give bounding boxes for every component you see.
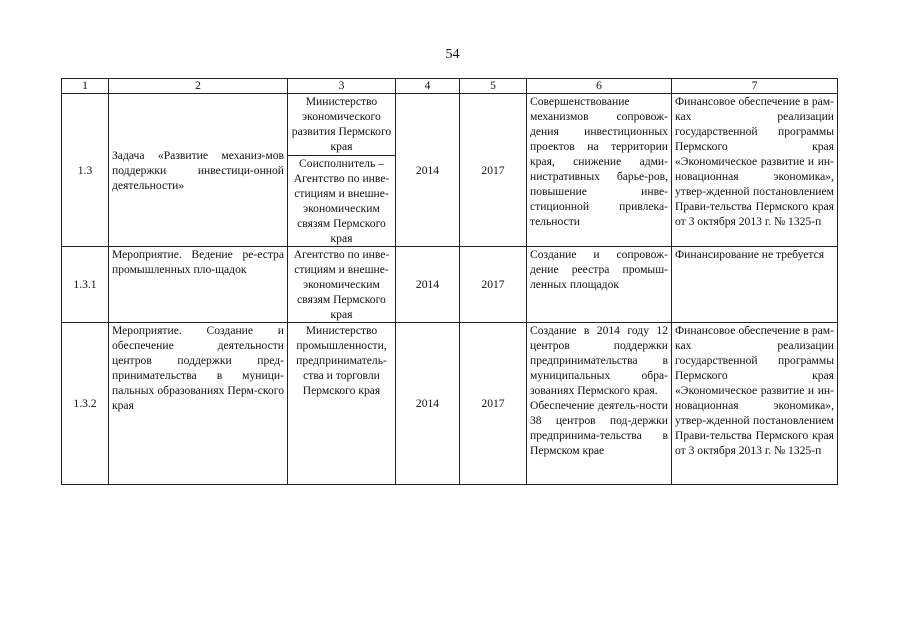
row-start-year: 2014	[396, 323, 460, 485]
row-start-year: 2014	[396, 94, 460, 247]
row-executors	[288, 94, 396, 247]
row-end-year: 2017	[460, 94, 527, 247]
column-header-4: 4	[396, 79, 460, 94]
table-row	[62, 323, 838, 485]
column-header-2: 2	[109, 79, 288, 94]
row-number: 1.3	[62, 94, 109, 247]
page-number: 54	[445, 47, 460, 62]
result-part-1: Создание в 2014 году 12 центров поддержки предпринимательства в муниципальных обра-зованиях Пермского края.	[530, 324, 668, 397]
table-row	[62, 94, 838, 247]
executor-main: Министерство экономического развития Пермского края	[291, 95, 392, 153]
column-header-7: 7	[672, 79, 838, 94]
row-end-year: 2017	[460, 323, 527, 485]
row-name: Мероприятие. Создание и обеспечение деятельности центров поддержки пред-принимательства в муници-пальных образованиях Перм-ского края	[109, 323, 288, 485]
result-part-2: Обеспечение деятель-ности 38 центров под-держки предпринима-тельства в Пермском крае	[530, 399, 668, 457]
header-row	[62, 79, 838, 94]
row-financing: Финансирование не требуется	[672, 247, 838, 323]
row-result: Создание и сопровож-дение реестра промыш-ленных площадок	[527, 247, 672, 323]
row-result: Совершенствование механизмов сопровож-дения инвестиционных проектов на территории края, снижение адми-нистративных барье-ров, повышение инве-стиционной привлека-тельности	[527, 94, 672, 247]
executor-co: Соисполнитель – Агентство по инве-стициям и внешне-экономическим связям Пермского края	[288, 155, 395, 246]
table-row	[62, 247, 838, 323]
row-result	[527, 323, 672, 485]
row-executor: Министерство промышленности, предприниматель-ства и торговли Пермского края	[288, 323, 396, 485]
row-name: Мероприятие. Ведение ре-естра промышленных пло-щадок	[109, 247, 288, 323]
row-start-year: 2014	[396, 247, 460, 323]
row-financing: Финансовое обеспечение в рам-ках реализации государственной программы Пермского края «Экономическое развитие и ин-новационная экономика», утвер-жденной постановлением Прави-тельства Пермского края от 3 октября 2013 г. № 1325-п	[672, 94, 838, 247]
program-table	[61, 78, 838, 485]
row-financing: Финансовое обеспечение в рам-ках реализации государственной программы Пермского края «Экономическое развитие и ин-новационная экономика», утвер-жденной постановлением Прави-тельства Пермского края от 3 октября 2013 г. № 1325-п	[672, 323, 838, 485]
column-header-6: 6	[527, 79, 672, 94]
column-header-5: 5	[460, 79, 527, 94]
row-end-year: 2017	[460, 247, 527, 323]
column-header-1: 1	[62, 79, 109, 94]
row-number: 1.3.1	[62, 247, 109, 323]
column-header-3: 3	[288, 79, 396, 94]
row-number: 1.3.2	[62, 323, 109, 485]
row-executor: Агентство по инве-стициям и внешне-экономическим связям Пермского края	[288, 247, 396, 323]
row-name: Задача «Развитие механиз-мов поддержки инвестици-онной деятельности»	[109, 94, 288, 247]
